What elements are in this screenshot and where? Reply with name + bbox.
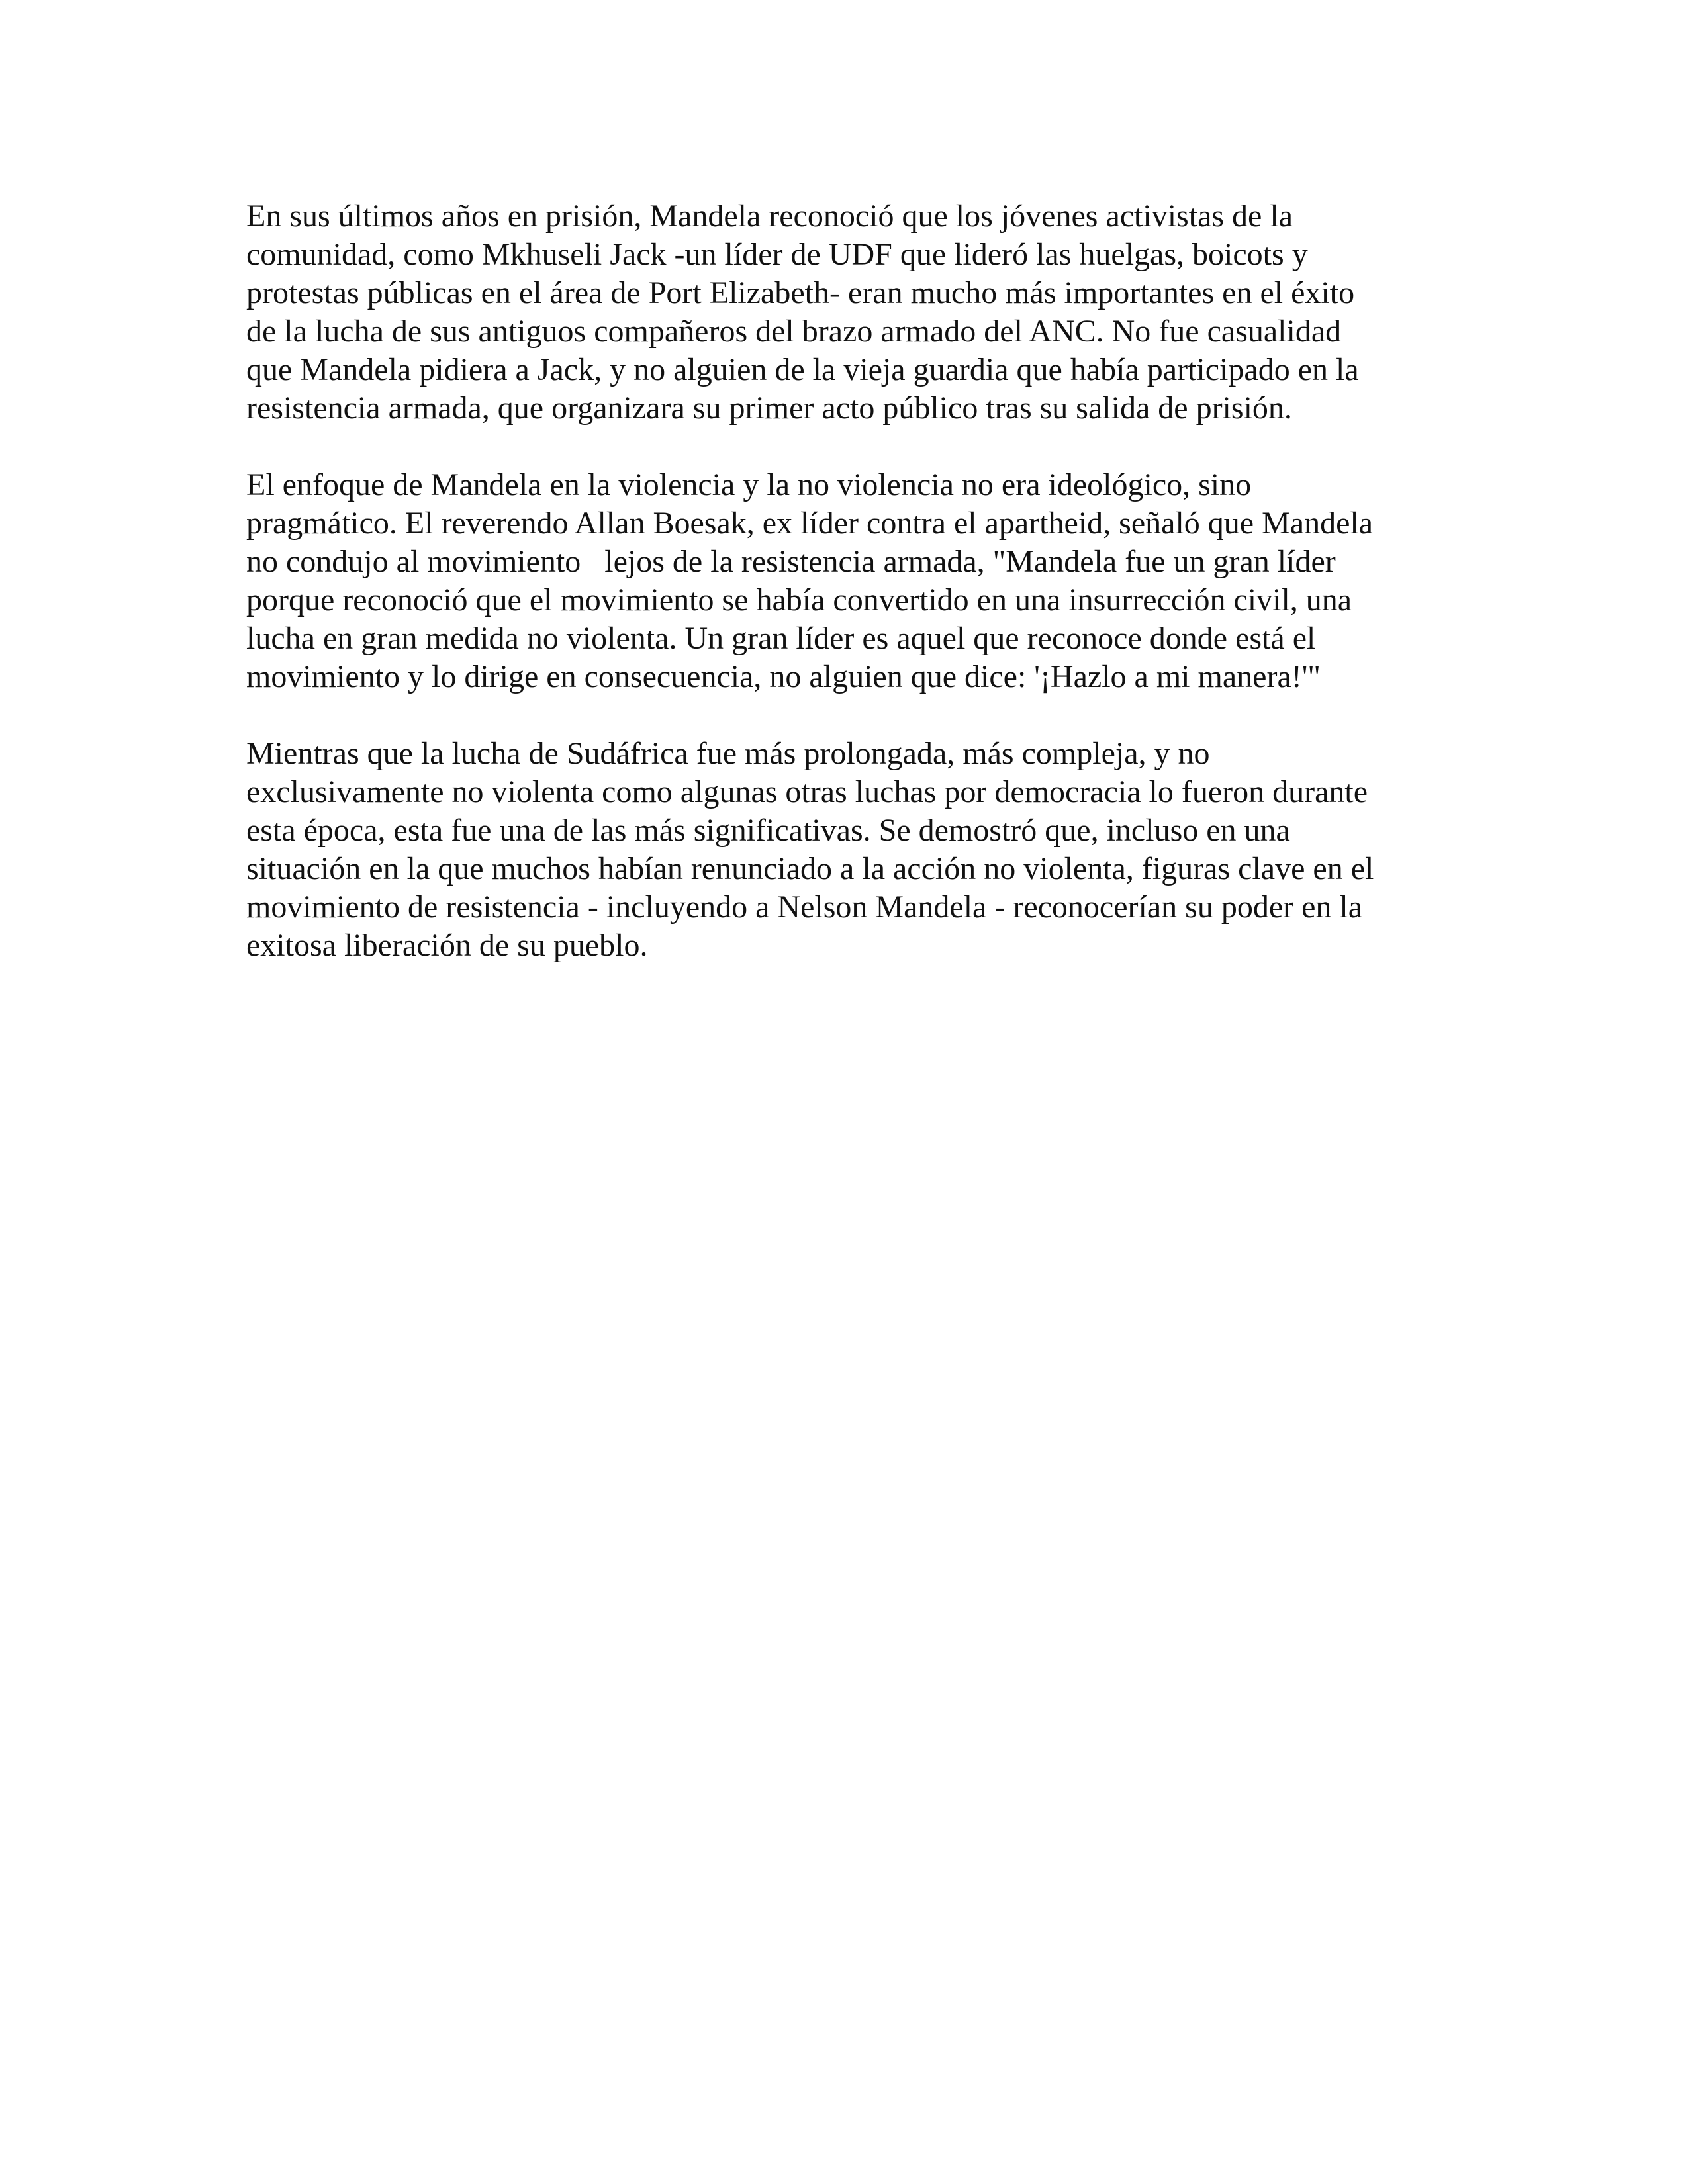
text-line: movimiento y lo dirige en consecuencia, no alguien que dice: '¡Hazlo a mi manera!'" xyxy=(246,659,1321,694)
text-line: resistencia armada, que organizara su primer acto público tras su salida de prisión. xyxy=(246,390,1292,426)
text-line: de la lucha de sus antiguos compañeros del brazo armado del ANC. No fue casualidad xyxy=(246,314,1342,349)
text-line: porque reconoció que el movimiento se había convertido en una insurrección civil, una xyxy=(246,582,1352,617)
text-line: Mientras que la lucha de Sudáfrica fue más prolongada, más compleja, y no xyxy=(246,736,1210,771)
paragraph-3 xyxy=(246,735,1451,965)
text-line: En sus últimos años en prisión, Mandela reconoció que los jóvenes activistas de la xyxy=(246,199,1293,234)
text-line: que Mandela pidiera a Jack, y no alguien de la vieja guardia que había participado en la xyxy=(246,352,1359,387)
text-line: protestas públicas en el área de Port Elizabeth- eran mucho más importantes en el éxito xyxy=(246,275,1355,310)
text-line: pragmático. El reverendo Allan Boesak, ex líder contra el apartheid, señaló que Mandela xyxy=(246,506,1374,541)
text-line: no condujo al movimiento lejos de la resistencia armada, "Mandela fue un gran líder xyxy=(246,544,1336,579)
text-line: situación en la que muchos habían renunciado a la acción no violenta, figuras clave en el xyxy=(246,851,1374,886)
text-line: esta época, esta fue una de las más significativas. Se demostró que, incluso en una xyxy=(246,813,1290,848)
text-line: exitosa liberación de su pueblo. xyxy=(246,928,648,963)
text-line: comunidad, como Mkhuseli Jack -un líder de UDF que lideró las huelgas, boicots y xyxy=(246,237,1308,272)
document-body xyxy=(246,197,1451,1003)
text-line: movimiento de resistencia - incluyendo a Nelson Mandela - reconocerían su poder en la xyxy=(246,889,1363,925)
text-line: El enfoque de Mandela en la violencia y la no violencia no era ideológico, sino xyxy=(246,467,1252,502)
text-line: exclusivamente no violenta como algunas otras luchas por democracia lo fueron durante xyxy=(246,774,1368,809)
text-line: lucha en gran medida no violenta. Un gran líder es aquel que reconoce donde está el xyxy=(246,621,1316,656)
paragraph-2 xyxy=(246,466,1451,696)
paragraph-1 xyxy=(246,197,1451,428)
